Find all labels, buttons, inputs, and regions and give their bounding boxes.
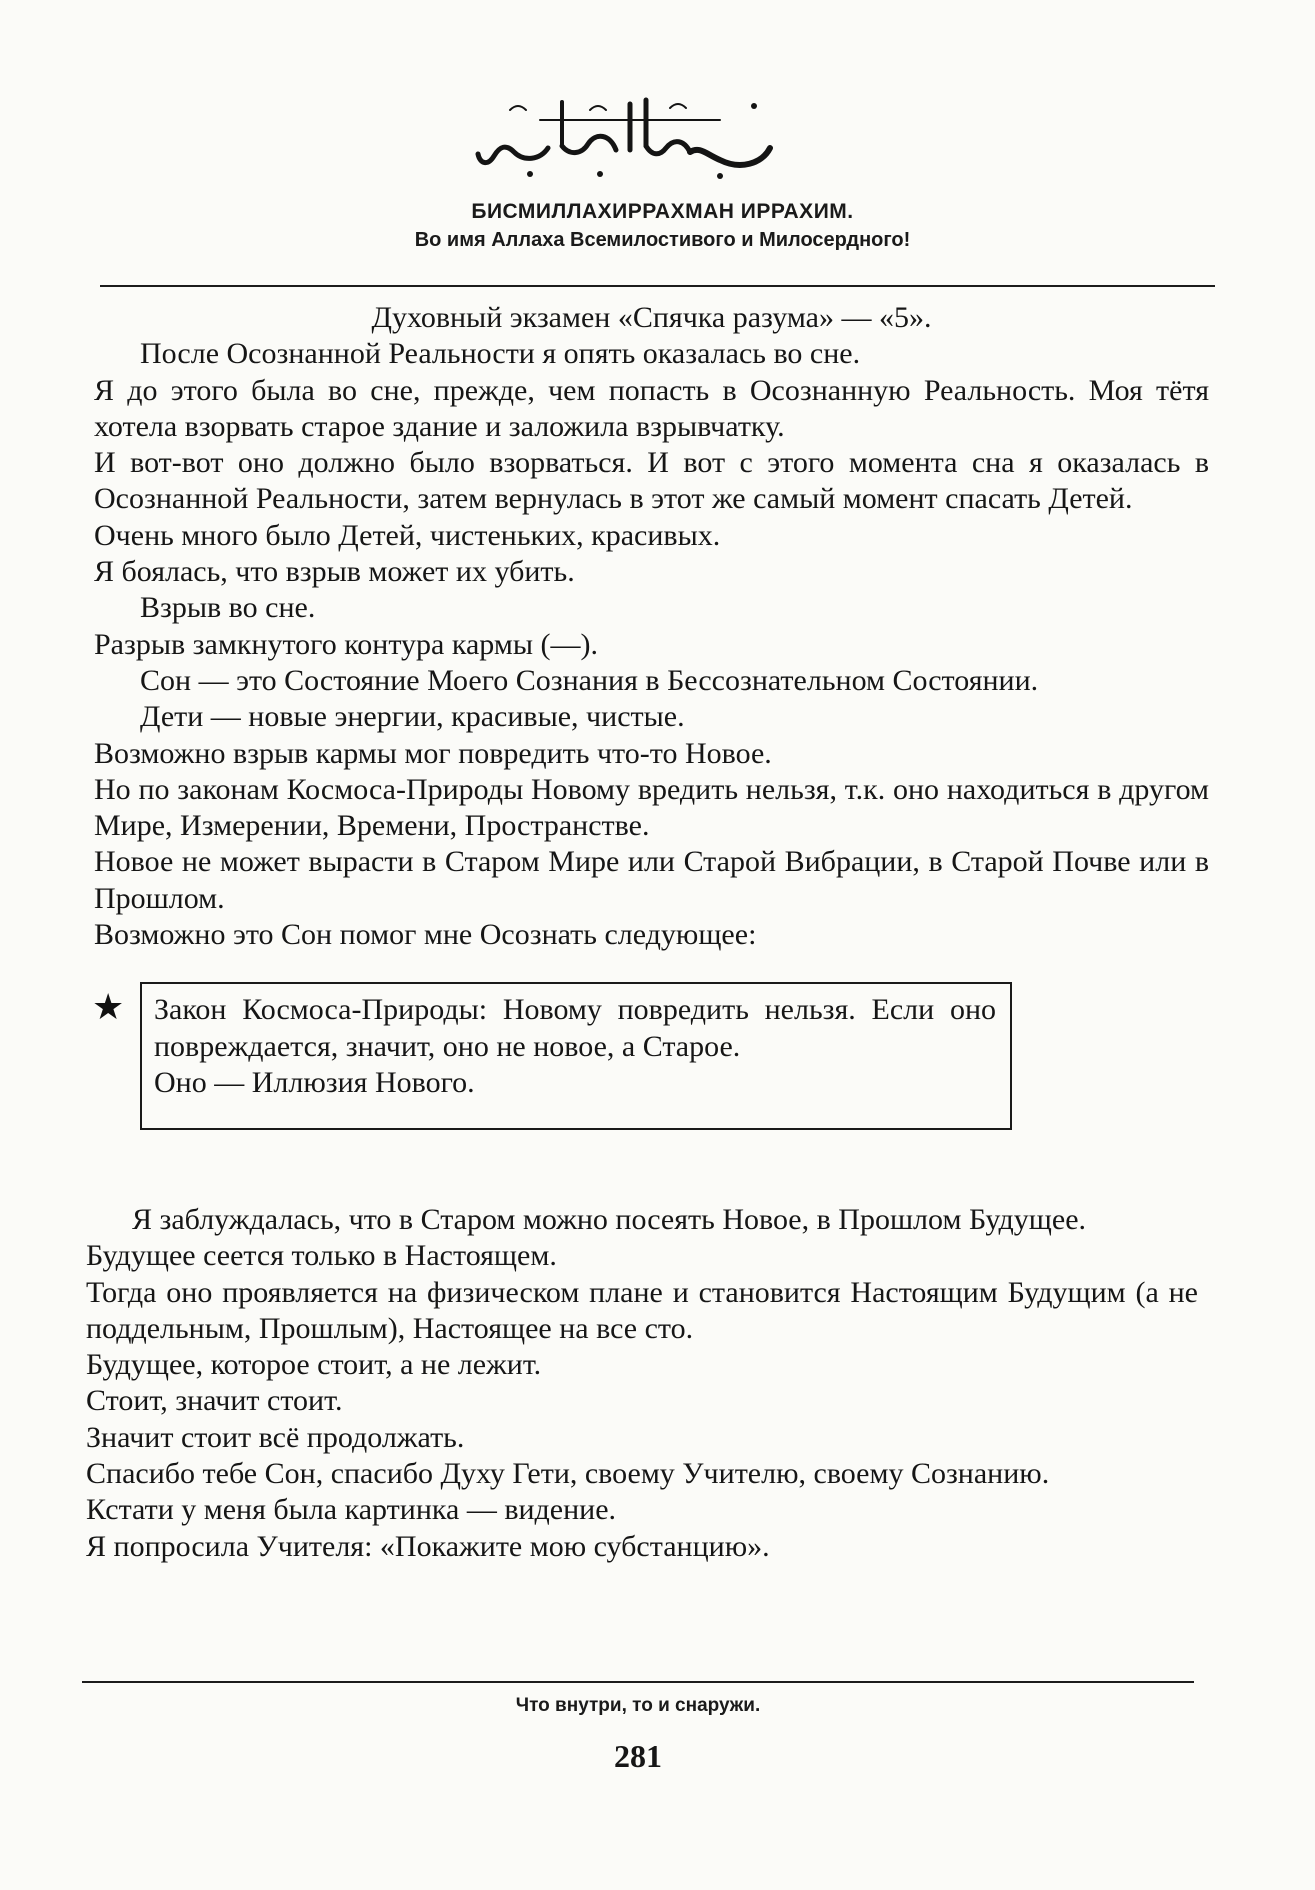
bismillah-calligraphy	[470, 86, 790, 186]
paragraph: Разрыв замкнутого контура кармы (—).	[94, 627, 598, 661]
note-text: Оно — Иллюзия Нового.	[154, 1066, 475, 1100]
law-note	[94, 982, 1209, 1130]
bottom-divider	[82, 1681, 1194, 1683]
top-divider	[100, 285, 1215, 287]
header-title: БИСМИЛЛАХИРРАХМАН ИРРАХИМ.	[471, 200, 854, 223]
note-text: Закон Космоса-Природы: Новому повредить нельзя. Если оно повреждается, значит, оно не новое, а Старое.	[154, 993, 996, 1063]
star-icon: ★	[92, 987, 125, 1029]
paragraph: Будущее сеется только в Настоящем.	[86, 1239, 557, 1273]
law-note-box	[140, 982, 1012, 1130]
paragraph: Я попросила Учителя: «Покажите мою субстанцию».	[86, 1529, 770, 1563]
paragraph: Возможно взрыв кармы мог повредить что-то Новое.	[94, 736, 772, 770]
paragraph: Очень много было Детей, чистеньких, красивых.	[94, 518, 721, 552]
paragraph: Я до этого была во сне, прежде, чем попасть в Осознанную Реальность. Моя тётя хотела взорвать старое здание и заложила взрывчатку.	[94, 373, 1209, 443]
paragraph: Стоит, значит стоит.	[86, 1384, 343, 1418]
paragraph: Тогда оно проявляется на физическом плане и становится Настоящим Будущим (а не поддельным, Прошлым), Настоящее на все сто.	[86, 1275, 1198, 1345]
paragraph: Дети — новые энергии, красивые, чистые.	[140, 700, 685, 734]
paragraph: Я заблуждалась, что в Старом можно посеять Новое, в Прошлом Будущее.	[132, 1203, 1087, 1236]
paragraph: Кстати у меня была картинка — видение.	[86, 1493, 617, 1527]
paragraph: Сон — это Состояние Моего Сознания в Бессознательном Состоянии.	[140, 663, 1039, 697]
paragraph: Возможно это Сон помог мне Осознать следующее:	[94, 918, 757, 952]
paragraph: После Осознанной Реальности я опять оказалась во сне.	[140, 337, 861, 371]
main-text-continued	[86, 1202, 1198, 1565]
paragraph: И вот-вот оно должно было взорваться. И вот с этого момента сна я оказалась в Осознанной Реальности, затем вернулась в этот же самый момент спасать Детей.	[94, 446, 1209, 516]
page-header	[100, 198, 1225, 254]
footer-motto: Что внутри, то и снаружи.	[515, 1695, 761, 1716]
paragraph: Взрыв во сне.	[140, 591, 316, 625]
main-text	[94, 300, 1209, 1130]
paragraph: Будущее, которое стоит, а не лежит.	[86, 1348, 542, 1382]
header-subtitle: Во имя Аллаха Всемилостивого и Милосердного!	[414, 229, 911, 251]
paragraph: Новое не может вырасти в Старом Мире или Старой Вибрации, в Старой Почве или в Прошлом.	[94, 845, 1209, 915]
paragraph: Я боялась, что взрыв может их убить.	[94, 555, 575, 589]
paragraph: Спасибо тебе Сон, спасибо Духу Гети, своему Учителю, своему Сознанию.	[86, 1457, 1050, 1491]
paragraph: Значит стоит всё продолжать.	[86, 1420, 465, 1454]
section-heading: Духовный экзамен «Спячка разума» — «5».	[371, 301, 932, 334]
paragraph: Но по законам Космоса-Природы Новому вредить нельзя, т.к. оно находиться в другом Мире, Измерении, Времени, Пространстве.	[94, 772, 1209, 843]
page-number: 281	[614, 1738, 662, 1774]
